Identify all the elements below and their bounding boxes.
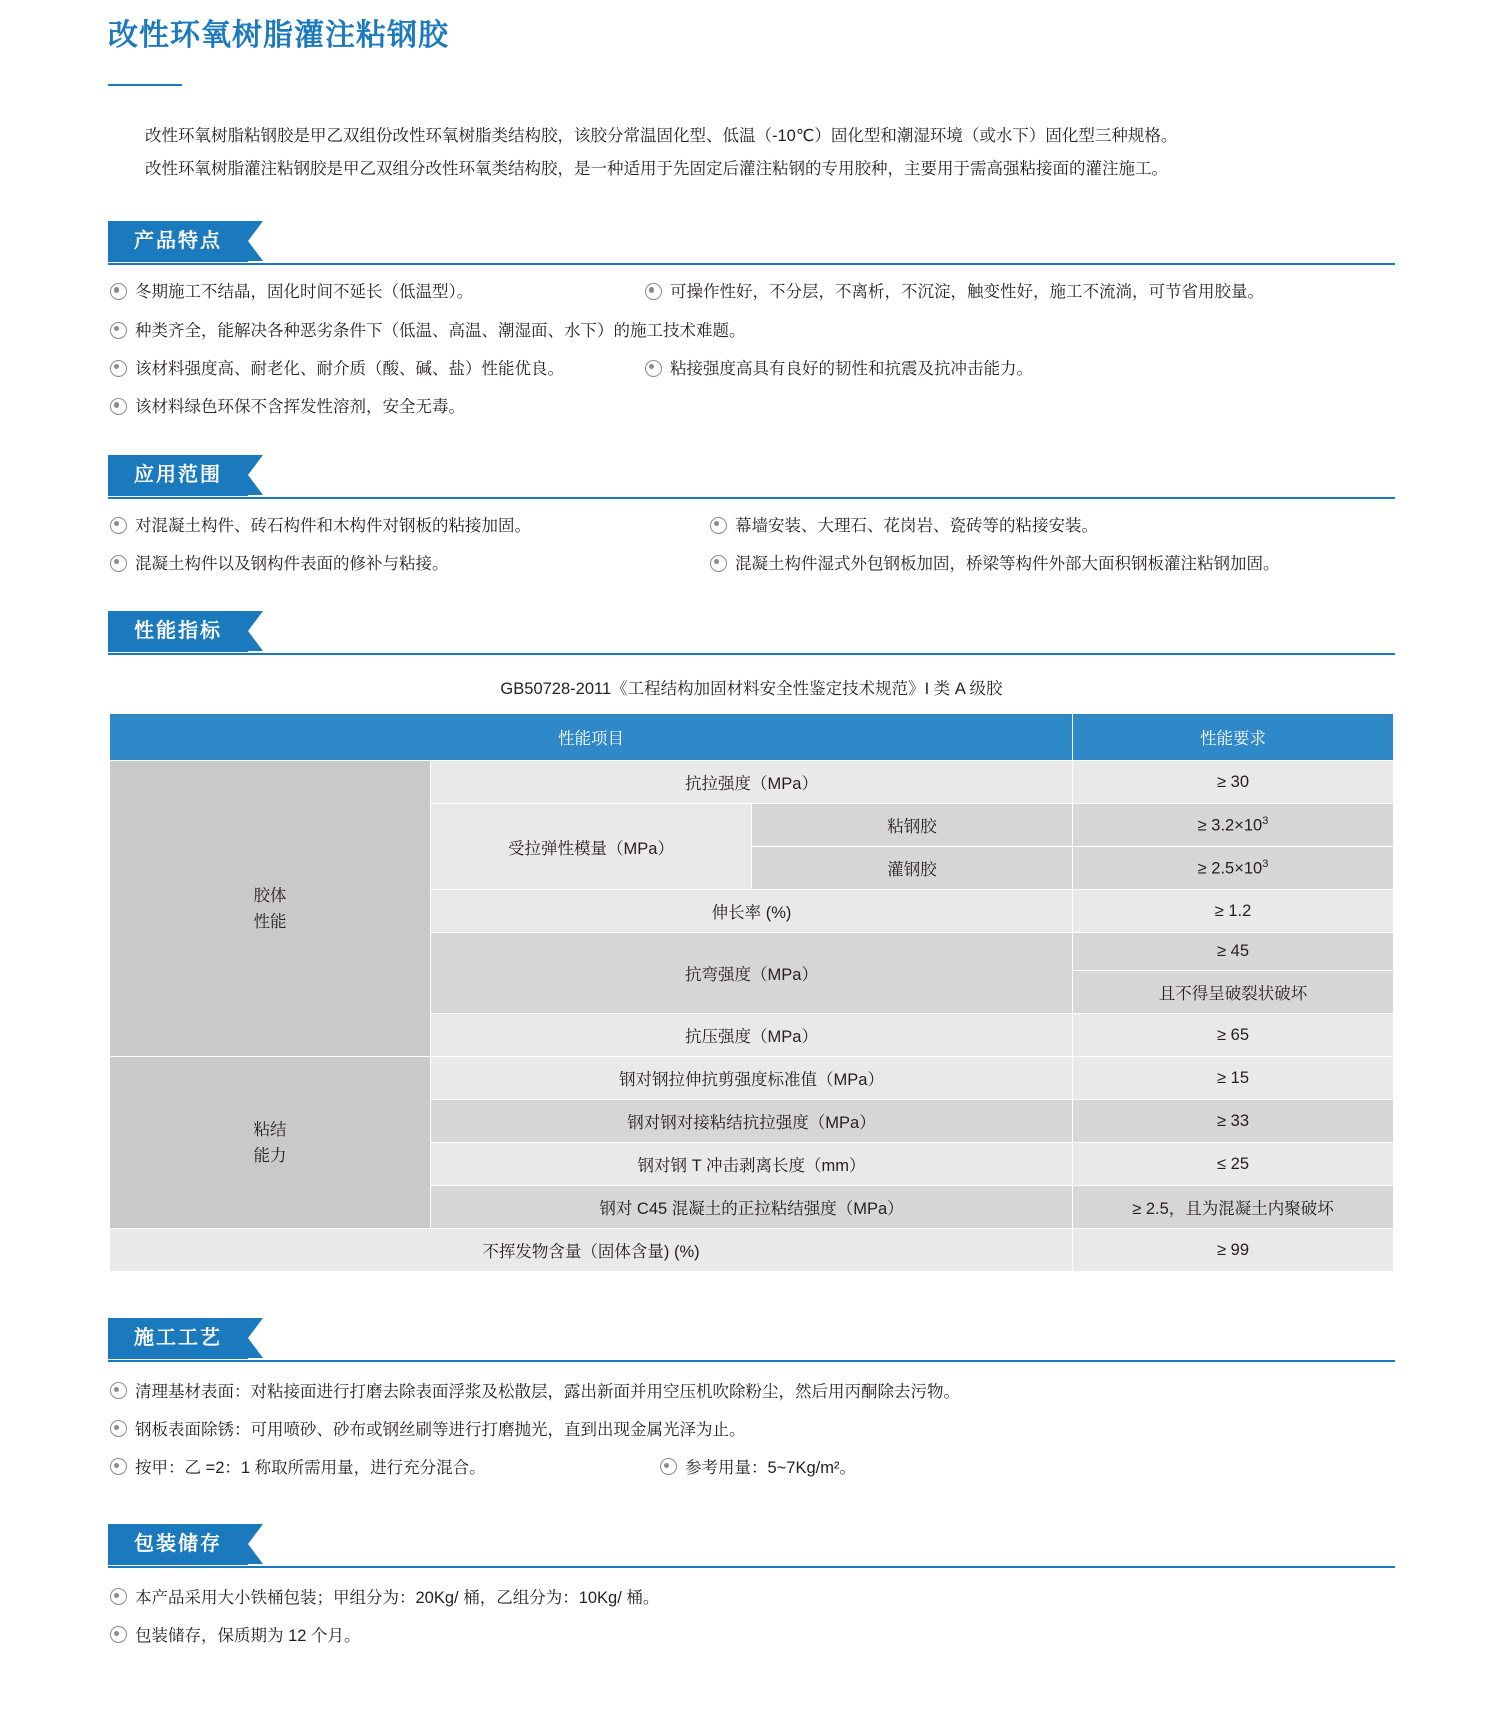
table-caption: GB50728-2011《工程结构加固材料安全性鉴定技术规范》I 类 A 级胶 <box>500 680 1003 699</box>
section-packaging <box>0 1524 1503 1646</box>
cell-item: 受拉弹性模量（MPa） <box>431 804 752 890</box>
bullet-icon <box>710 517 727 534</box>
cell-value: ≥ 65 <box>1073 1014 1394 1057</box>
list-item <box>110 1454 660 1478</box>
list-item-label: 参考用量：5~7Kg/m²。 <box>685 1459 856 1478</box>
list-item-label: 对混凝土构件、砖石构件和木构件对钢板的粘接加固。 <box>135 516 531 535</box>
bullet-icon <box>645 360 662 377</box>
cell-value: ≤ 25 <box>1073 1143 1394 1186</box>
section-heading-application-wrap <box>108 455 1503 495</box>
features-list <box>110 279 1395 421</box>
table-row <box>110 1057 1394 1100</box>
cell-item: 钢对钢拉伸抗剪强度标准值（MPa） <box>431 1057 1073 1100</box>
table-row <box>110 1229 1394 1272</box>
intro-line-1: 改性环氧树脂粘钢胶是甲乙双组份改性环氧树脂类结构胶，该胶分常温固化型、低温（-10℃）固化型和潮湿环境（或水下）固化型三种规格。 <box>145 126 1178 145</box>
cell-item: 钢对钢对接粘结抗拉强度（MPa） <box>431 1100 1073 1143</box>
cell-item: 抗拉强度（MPa） <box>431 761 1073 804</box>
list-item-label: 冬期施工不结晶，固化时间不延长（低温型）。 <box>135 283 474 302</box>
cell-item: 抗弯强度（MPa） <box>431 933 1073 1014</box>
list-item-label: 按甲：乙 =2：1 称取所需用量，进行充分混合。 <box>135 1459 486 1478</box>
table-body <box>110 761 1394 1272</box>
section-heading-application: 应用范围 <box>108 455 248 496</box>
section-heading-features-wrap <box>108 221 1503 261</box>
section-process <box>0 1318 1503 1478</box>
cell-value: ≥ $2.5\times 10^3$ <box>1073 847 1394 890</box>
performance-table <box>109 713 1394 1272</box>
section-heading-process-wrap <box>108 1318 1503 1358</box>
bullet-icon <box>110 360 127 377</box>
section-heading-packaging-wrap <box>108 1524 1503 1564</box>
list-row <box>110 1584 1395 1608</box>
section-heading-performance: 性能指标 <box>108 611 248 652</box>
bullet-icon <box>110 283 127 300</box>
list-item <box>110 1584 1395 1608</box>
table-header <box>110 714 1394 761</box>
list-item <box>110 318 1395 344</box>
row-group-label-1: 胶体 性能 <box>110 761 431 1057</box>
list-item <box>710 551 1340 577</box>
section-underline <box>108 263 1395 265</box>
bullet-icon <box>660 1458 677 1475</box>
bullet-icon <box>110 1458 127 1475</box>
cell-value: ≥ 30 <box>1073 761 1394 804</box>
list-row <box>110 1622 1395 1646</box>
list-row <box>110 1454 1395 1478</box>
list-item <box>110 394 1395 420</box>
page-title: 改性环氧树脂灌注粘钢胶 <box>108 19 449 52</box>
list-row <box>110 1378 1395 1402</box>
list-row <box>110 279 1395 305</box>
table-header-row <box>110 714 1394 761</box>
list-item <box>110 1622 1395 1646</box>
section-heading-features: 产品特点 <box>108 221 248 262</box>
list-row <box>110 551 1395 577</box>
list-item <box>110 356 645 382</box>
row-group-label-2: 粘结 能力 <box>110 1057 431 1229</box>
column-header-item: 性能项目 <box>110 714 1073 761</box>
list-item-label: 钢板表面除锈：可用喷砂、砂布或钢丝刷等进行打磨抛光，直到出现金属光泽为止。 <box>135 1421 746 1440</box>
list-row <box>110 1416 1395 1440</box>
cell-value: ≥ 99 <box>1073 1229 1394 1272</box>
list-item-label: 幕墙安装、大理石、花岗岩、瓷砖等的粘接安装。 <box>735 516 1098 535</box>
list-row <box>110 394 1395 420</box>
bullet-icon <box>110 398 127 415</box>
list-item-label: 可操作性好，不分层，不离析，不沉淀，触变性好，施工不流淌，可节省用胶量。 <box>670 283 1264 302</box>
list-item-label: 该材料绿色环保不含挥发性溶剂，安全无毒。 <box>135 398 465 417</box>
list-item <box>710 513 1340 539</box>
list-item <box>645 279 1275 305</box>
list-item <box>110 513 710 539</box>
list-row <box>110 356 1395 382</box>
list-item-label: 粘接强度高具有良好的韧性和抗震及抗冲击能力。 <box>670 359 1033 378</box>
bullet-icon <box>110 1626 127 1643</box>
cell-item: 钢对钢 T 冲击剥离长度（mm） <box>431 1143 1073 1186</box>
list-item-label: 混凝土构件湿式外包钢板加固，桥梁等构件外部大面积钢板灌注粘钢加固。 <box>735 555 1280 574</box>
cell-value: 且不得呈破裂状破坏 <box>1073 971 1394 1014</box>
section-heading-packaging: 包装储存 <box>108 1524 248 1565</box>
cell-value: ≥ 33 <box>1073 1100 1394 1143</box>
list-item-label: 包装储存，保质期为 12 个月。 <box>135 1627 361 1646</box>
cell-item: 不挥发物含量（固体含量) (%) <box>110 1229 1073 1272</box>
section-underline <box>108 1566 1395 1568</box>
column-header-value: 性能要求 <box>1073 714 1394 761</box>
cell-subitem: 粘钢胶 <box>752 804 1073 847</box>
list-item <box>660 1454 866 1478</box>
intro-paragraphs <box>145 120 1393 188</box>
bullet-icon <box>710 555 727 572</box>
cell-item: 伸长率 (%) <box>431 890 1073 933</box>
cell-value: ≥ 15 <box>1073 1057 1394 1100</box>
bullet-icon <box>110 1382 127 1399</box>
section-performance <box>0 611 1503 1272</box>
list-item-label: 本产品采用大小铁桶包装；甲组分为：20Kg/ 桶，乙组分为：10Kg/ 桶。 <box>135 1589 660 1608</box>
process-list <box>110 1378 1395 1478</box>
section-heading-process: 施工工艺 <box>108 1318 248 1359</box>
list-item <box>645 356 1275 382</box>
cell-item: 钢对 C45 混凝土的正拉粘结强度（MPa） <box>431 1186 1073 1229</box>
bullet-icon <box>110 322 127 339</box>
bullet-icon <box>110 1420 127 1437</box>
bottom-spacer <box>0 1660 1503 1720</box>
list-row <box>110 318 1395 344</box>
list-item <box>110 1416 1395 1440</box>
title-block <box>0 0 1503 86</box>
bullet-icon <box>645 283 662 300</box>
list-item-label: 清理基材表面：对粘接面进行打磨去除表面浮浆及松散层，露出新面并用空压机吹除粉尘，然后用丙酮除去污物。 <box>135 1383 960 1402</box>
cell-value: ≥ 1.2 <box>1073 890 1394 933</box>
title-divider <box>108 84 182 86</box>
section-underline <box>108 1360 1395 1362</box>
section-underline <box>108 497 1395 499</box>
section-application <box>0 455 1503 578</box>
application-list <box>110 513 1395 578</box>
packaging-list <box>110 1584 1395 1646</box>
bullet-icon <box>110 555 127 572</box>
section-heading-performance-wrap <box>108 611 1503 651</box>
list-item <box>110 1378 1395 1402</box>
table-row <box>110 761 1394 804</box>
section-features <box>0 221 1503 421</box>
bullet-icon <box>110 517 127 534</box>
bullet-icon <box>110 1588 127 1605</box>
cell-value: ≥ 2.5，且为混凝土内聚破坏 <box>1073 1186 1394 1229</box>
cell-value: ≥ 45 <box>1073 933 1394 971</box>
list-item <box>110 279 645 305</box>
list-item-label: 混凝土构件以及钢构件表面的修补与粘接。 <box>135 555 449 574</box>
list-item-label: 种类齐全，能解决各种恶劣条件下（低温、高温、潮湿面、水下）的施工技术难题。 <box>135 321 746 340</box>
list-item <box>110 551 710 577</box>
intro-line-2: 改性环氧树脂灌注粘钢胶是甲乙双组分改性环氧类结构胶，是一种适用于先固定后灌注粘钢的专用胶种，主要用于需高强粘接面的灌注施工。 <box>145 160 1168 179</box>
cell-item: 抗压强度（MPa） <box>431 1014 1073 1057</box>
list-row <box>110 513 1395 539</box>
cell-value: ≥ $3.2\times 10^3$ <box>1073 804 1394 847</box>
cell-subitem: 灌钢胶 <box>752 847 1073 890</box>
list-item-label: 该材料强度高、耐老化、耐介质（酸、碱、盐）性能优良。 <box>135 359 564 378</box>
section-underline <box>108 653 1395 655</box>
